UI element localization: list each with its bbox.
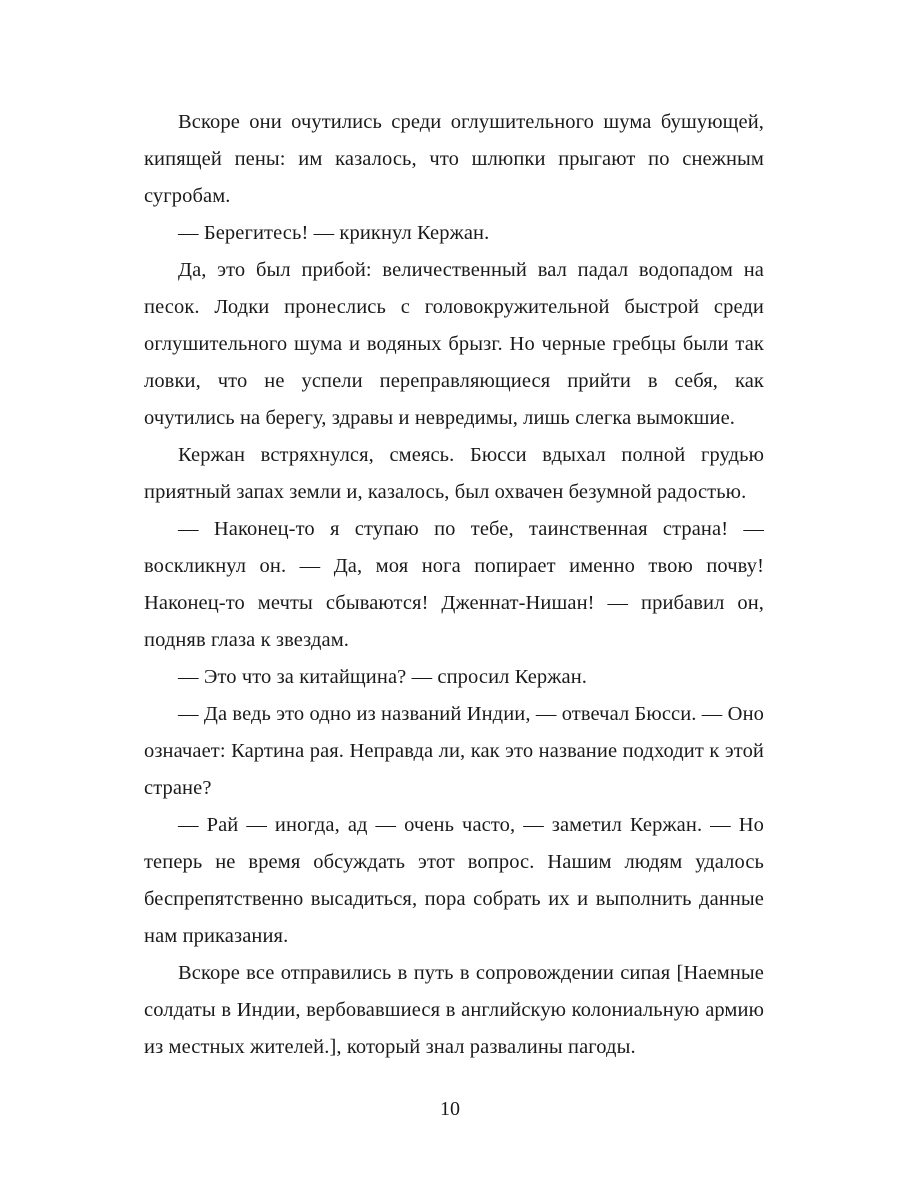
paragraph: — Да ведь это одно из названий Индии, — отвечал Бюсси. — Оно означает: Картина рая. Неправда ли, как это название подходит к этой стране? bbox=[144, 703, 764, 799]
page-text-column bbox=[144, 104, 764, 1066]
paragraph: Кержан встряхнулся, смеясь. Бюсси вдыхал полной грудью приятный запах земли и, казалось, был охвачен безумной радостью. bbox=[144, 444, 764, 503]
paragraph: Вскоре все отправились в путь в сопровождении сипая [Наемные солдаты в Индии, вербовавшиеся в английскую колониальную армию из местных жителей.], который знал развалины пагоды. bbox=[144, 962, 764, 1058]
page-number: 10 bbox=[440, 1098, 460, 1120]
paragraph: Вскоре они очутились среди оглушительного шума бушующей, кипящей пены: им казалось, что шлюпки прыгают по снежным сугробам. bbox=[144, 111, 764, 207]
paragraph: — Берегитесь! — крикнул Кержан. bbox=[178, 222, 490, 244]
paragraph: — Это что за китайщина? — спросил Кержан. bbox=[178, 666, 588, 688]
paragraph: — Рай — иногда, ад — очень часто, — заметил Кержан. — Но теперь не время обсуждать этот вопрос. Нашим людям удалось беспрепятственно высадиться, пора собрать их и выполнить данные нам приказания. bbox=[144, 814, 764, 947]
paragraph: — Наконец-то я ступаю по тебе, таинственная страна! — воскликнул он. — Да, моя нога попирает именно твою почву! Наконец-то мечты сбываются! Дженнат-Нишан! — прибавил он, подняв глаза к звездам. bbox=[144, 518, 764, 651]
paragraph: Да, это был прибой: величественный вал падал водопадом на песок. Лодки пронеслись с головокружительной быстрой среди оглушительного шума и водяных брызг. Но черные гребцы были так ловки, что не успели переправляющиеся прийти в себя, как очутились на берегу, здравы и невредимы, лишь слегка вымокшие. bbox=[144, 259, 764, 429]
